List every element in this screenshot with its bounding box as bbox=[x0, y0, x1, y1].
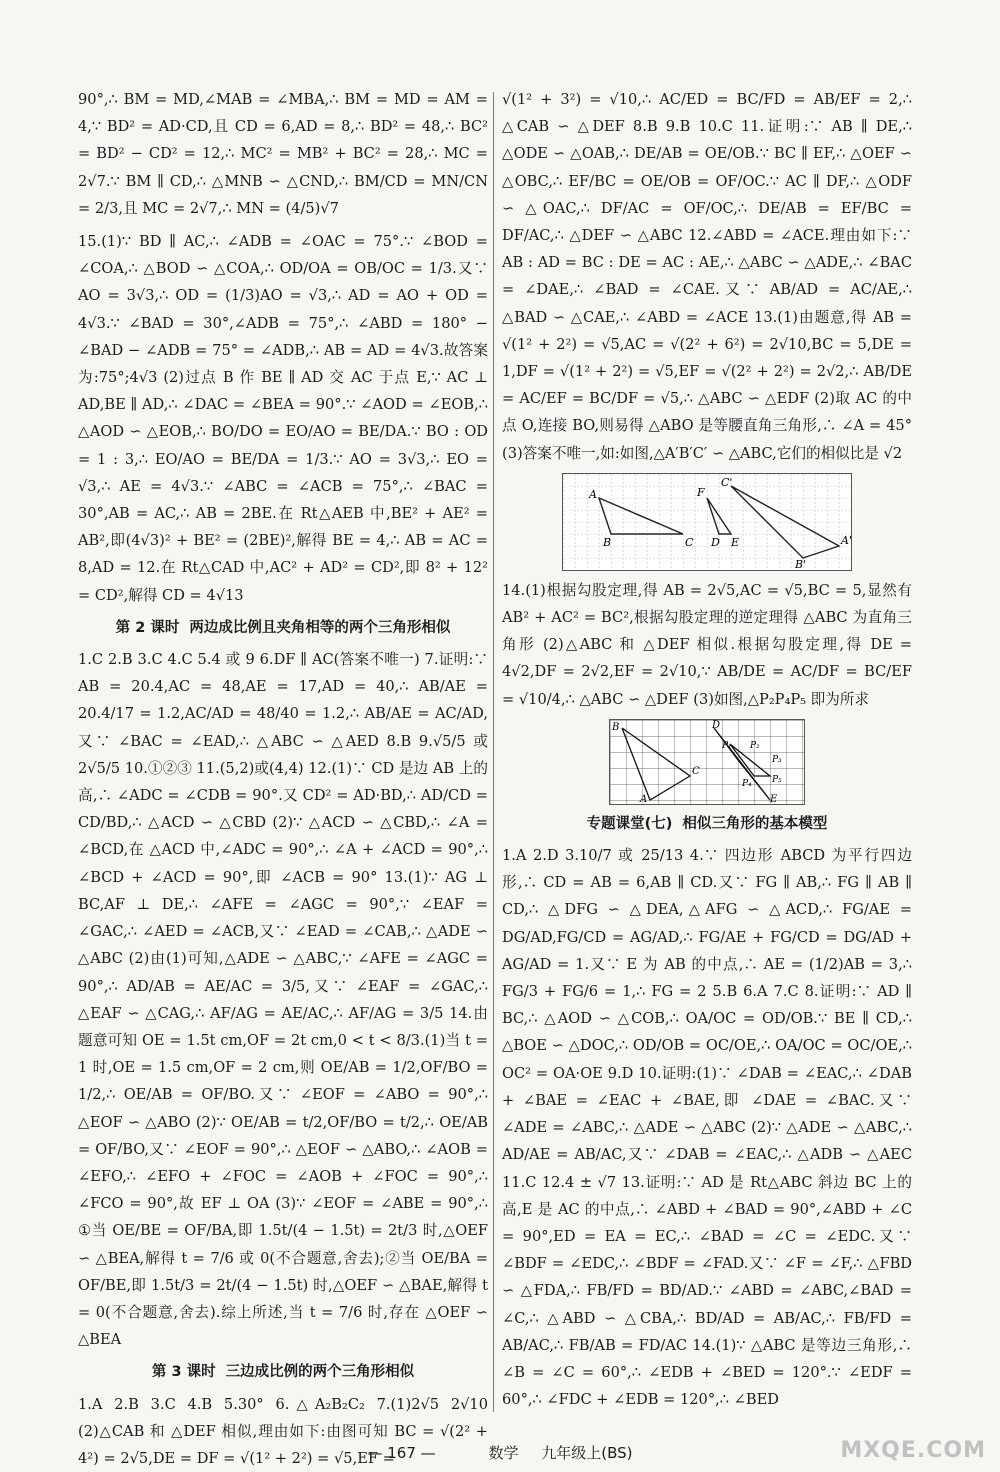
watermark-logo: MXQE.COM bbox=[840, 1438, 986, 1463]
label-b-prime: B' bbox=[795, 557, 807, 571]
section-number: 第 2 课时 bbox=[115, 619, 180, 636]
grade-label: 九年级上(BS) bbox=[541, 1444, 633, 1462]
page-number: — 167 — bbox=[367, 1444, 436, 1462]
label-p1: P₁ bbox=[722, 740, 732, 751]
label-p5: P₅ bbox=[772, 774, 782, 785]
column-divider bbox=[493, 92, 494, 1412]
subject-label: 数学 bbox=[488, 1444, 519, 1462]
grid-figure-points bbox=[609, 719, 805, 805]
section-title: 相似三角形的基本模型 bbox=[682, 815, 828, 832]
label-a-prime: A' bbox=[841, 533, 852, 547]
label-c: C bbox=[692, 765, 700, 777]
section-title: 两边成比例且夹角相等的两个三角形相似 bbox=[189, 619, 451, 636]
grid-figure-triangles bbox=[562, 473, 852, 571]
answer-paragraph: 1.C 2.B 3.C 4.C 5.4 或 9 6.DF ∥ AC(答案不唯一) 7.证明:∵ AB = 20.4,AC = 48,AE = 17,AD = 40,∴ AB/AE = 20.4/17 = 1.2,AC/AD = 48/40 = 1.2,∴ AB/AE = AC/AD,又∵ ∠BAC = ∠EAD,∴ △ABC ∽ △AED 8.B 9.√5/5 或 2√5/5 10.①②③ 11.(5,2)或(4,4) 12.(1)∵ CD 是边 AB 上的高,∴ ∠ADC = ∠CDB = 90°.又 CD² = AD·BD,∴ AD/CD = CD/BD,∴ △ACD ∽ △CBD (2)∵ △ACD ∽ △CBD,∴ ∠A = ∠BCD,在 △ACD 中,∠ADC = 90°,∴ ∠A + ∠ACD = 90°,∴ ∠BCD + ∠ACD = 90°,即 ∠ACB = 90° 13.(1)∵ AG ⊥ BC,AF ⊥ DE,∴ ∠AFE = ∠AGC = 90°,∵ ∠EAF = ∠GAC,∴ ∠AED = ∠ACB,又∵ ∠EAD = ∠CAB,∴ △ADE ∽ △ABC (2)由(1)可知,△ADE ∽ △ABC,∵ ∠AFE = ∠AGC = 90°,∴ AD/AB = AE/AC = 3/5,又∵ ∠EAF = ∠GAC,∴ △EAF ∽ △CAG,∴ AF/AG = AE/AC,∴ AF/AG = 3/5 14.由题意可知 OE = 1.5t cm,OF = 2t cm,0 < t < 8/3.(1)当 t = 1 时,OE = 1.5 cm,OF = 2 cm,则 OE/AB = 1/2,OF/BO = 1/2,∴ OE/AB = OF/BO.又∵ ∠EOF = ∠ABO = 90°,∴ △EOF ∽ △ABO (2)∵ OE/AB = t/2,OF/BO = t/2,∴ OE/AB = OF/BO,又∵ ∠EOF = 90°,∴ △EOF ∽ △ABO,∴ ∠AOB = ∠EFO,∴ ∠EFO + ∠FOC = ∠AOB + ∠FOC = 90°,∴ ∠FCO = 90°,故 EF ⊥ OA (3)∵ ∠EOF = ∠ABE = 90°,∴ ①当 OE/BE = OF/BA,即 1.5t/(4 − 1.5t) = 2t/3 时,△OEF ∽ △BEA,解得 t = 7/6 或 0(不合题意,舍去);②当 OE/BA = OF/BE,即 1.5t/3 = 2t/(4 − 1.5t) 时,△OEF ∽ △BAE,解得 t = 0(不合题意,舍去).综上所述,当 t = 7/6 时,存在 △OEF ∽ △BEA bbox=[78, 651, 488, 1349]
answer-paragraph: 1.A 2.D 3.10/7 或 25/13 4.∵ 四边形 ABCD 为平行四边形,∴ CD = AB = 6,AB ∥ CD.又∵ FG ∥ AB,∴ FG ∥ AB ∥ CD,∴ △DFG ∽ △DEA,△AFG ∽ △ACD,∴ FG/AE = DG/AD,FG/CD = AG/AD,∴ FG/AE + FG/CD = DG/AD + AG/AD = 1.又∵ E 为 AB 的中点,∴ AE = (1/2)AB = 3,∴ FG/3 + FG/6 = 1,∴ FG = 2 5.B 6.A 7.C 8.证明:∵ AD ∥ BC,∴ △AOD ∽ △COB,∴ OA/OC = OD/OB.∵ BE ∥ CD,∴ △BOE ∽ △DOC,∴ OD/OB = OC/OE,∴ OA/OC = OC/OE,∴ OC² = OA·OE 9.D 10.证明:(1)∵ ∠DAB = ∠EAC,∴ ∠DAB + ∠BAE = ∠EAC + ∠BAE,即 ∠DAE = ∠BAC.又∵ ∠ADE = ∠ABC,∴ △ADE ∽ △ABC (2)∵ △ADE ∽ △ABC,∴ AD/AE = AB/AC,又∵ ∠DAB = ∠EAC,∴ △ADB ∽ △AEC 11.C 12.4 ± √7 13.证明:∵ AD 是 Rt△ABC 斜边 BC 上的高,E 是 AC 的中点,∴ ∠ABD + ∠BAD = 90°,∠ABD + ∠C = 90°,ED = EA = EC,∴ ∠BAD = ∠C = ∠EDC.又∵ ∠BDF = ∠EDC,∴ ∠BDF = ∠FAD.又∵ ∠F = ∠F,∴ △FBD ∽ △FDA,∴ FB/FD = BD/AD.∵ ∠ABD = ∠ABC,∠BAD = ∠C,∴ △ABD ∽ △CBA,∴ BD/AD = AB/AC,∴ FB/FD = AB/AC,∴ FB/AB = FD/AC 14.(1)∵ △ABC 是等边三角形,∴ ∠B = ∠C = 60°,∴ ∠EDB + ∠BED = 120°.∵ ∠EDF = 60°,∴ ∠FDC + ∠EDB = 120°,∴ ∠BED bbox=[502, 847, 912, 1409]
section-title: 三边成比例的两个三角形相似 bbox=[225, 1364, 415, 1381]
label-d: D bbox=[712, 719, 721, 731]
section-number: 专题课堂(七) bbox=[586, 815, 673, 832]
label-b: B bbox=[612, 721, 620, 733]
right-column bbox=[502, 86, 912, 1442]
label-e: E bbox=[770, 793, 778, 805]
answer-paragraph: 1.A 2.B 3.C 4.B 5.30° 6.△A₂B₂C₂ 7.(1)2√5 2√10 (2)△CAB 和 △DEF 相似,理由如下:由图可知 BC = √(2² + 4²) = 2√5,DE = DF = √(1² + 2²) = √5,EF = bbox=[78, 1395, 488, 1467]
label-d: D bbox=[711, 535, 720, 549]
label-p3: P₃ bbox=[772, 754, 782, 765]
answer-paragraph: √(1² + 3²) = √10,∴ AC/ED = BC/FD = AB/EF = 2,∴ △CAB ∽ △DEF 8.B 9.B 10.C 11.证明:∵ AB ∥ DE,∴ △ODE ∽ △OAB,∴ DE/AB = OE/OB.∵ BC ∥ EF,∴ △OEF ∽ △OBC,∴ EF/BC = OE/OB = OF/OC.∵ AC ∥ DF,∴ △ODF ∽ △OAC,∴ DF/AC = OF/OC,∴ DE/AB = EF/BC = DF/AC,∴ △DEF ∽ △ABC 12.∠ABD = ∠ACE.理由如下:∵ AB : AD = BC : DE = AC : AE,∴ △ABC ∽ △ADE,∴ ∠BAC = ∠DAE,∴ ∠BAD = ∠CAE.又∵ AB/AD = AC/AE,∴ △BAD ∽ △CAE,∴ ∠ABD = ∠ACE 13.(1)由题意,得 AB = √(1² + 2²) = √5,AC = √(2² + 6²) = 2√10,BC = 5,DE = 1,DF = √(1² + 2²) = √5,EF = √(2² + 2²) = 2√2,∴ AB/DE = AC/EF = BC/DF = √5,∴ △ABC ∽ △EDF (2)取 AC 的中点 O,连接 BO,则易得 △ABO 是等腰直角三角形,∴ ∠A = 45° (3)答案不唯一,如:如图,△A′B′C′ ∽ △ABC,它们的相似比是 √2 bbox=[502, 91, 912, 462]
section-heading bbox=[502, 811, 912, 838]
section-heading bbox=[78, 1359, 488, 1386]
section-number: 第 3 课时 bbox=[151, 1364, 216, 1381]
label-p2: P₂ bbox=[750, 740, 760, 751]
label-c: C bbox=[685, 535, 694, 549]
label-p4: P₄ bbox=[742, 778, 752, 789]
answer-paragraph: 90°,∴ BM = MD,∠MAB = ∠MBA,∴ BM = MD = AM = 4,∵ BD² = AD·CD,且 CD = 6,AD = 8,∴ BD² = 48,∴ BC² = BD² − CD² = 12,∴ MC² = MB² + BC² = 28,∴ MC = 2√7.∵ BM ∥ CD,∴ △MNB ∽ △CND,∴ BM/CD = MN/CN = 2/3,且 MC = 2√7,∴ MN = (4/5)√7 bbox=[78, 91, 488, 217]
label-a: A bbox=[589, 487, 597, 501]
label-f: F bbox=[697, 485, 705, 499]
label-b: B bbox=[603, 535, 612, 549]
label-c-prime: C' bbox=[721, 475, 733, 489]
label-e: E bbox=[731, 535, 740, 549]
answer-paragraph: 15.(1)∵ BD ∥ AC,∴ ∠ADB = ∠OAC = 75°.∵ ∠BOD = ∠COA,∴ △BOD ∽ △COA,∴ OD/OA = OB/OC = 1/3.又∵ AO = 3√3,∴ OD = (1/3)AO = √3,∴ AD = AO + OD = 4√3.∵ ∠BAD = 30°,∠ADB = 75°,∴ ∠ABD = 180° − ∠BAD − ∠ADB = 75° = ∠ADB,∴ AB = AD = 4√3.故答案为:75°;4√3 (2)过点 B 作 BE ∥ AD 交 AC 于点 E,∵ AC ⊥ AD,BE ∥ AD,∴ ∠DAC = ∠BEA = 90°.∵ ∠AOD = ∠EOB,∴ △AOD ∽ △EOB,∴ BO/DO = EO/AO = BE/DA.∵ BO : OD = 1 : 3,∴ EO/AO = BE/DA = 1/3.∵ AO = 3√3,∴ EO = √3,∴ AE = 4√3.∵ ∠ABC = ∠ACB = 75°,∴ ∠BAC = 30°,AB = AC,∴ AB = 2BE.在 Rt△AEB 中,BE² + AE² = AB²,即(4√3)² + BE² = (2BE)²,解得 BE = 4,∴ AB = AC = 8,AD = 12.在 Rt△CAD 中,AC² + AD² = CD²,即 8² + 12² = CD²,解得 CD = 4√13 bbox=[78, 233, 488, 604]
answer-paragraph: 14.(1)根据勾股定理,得 AB = 2√5,AC = √5,BC = 5,显然有 AB² + AC² = BC²,根据勾股定理的逆定理得 △ABC 为直角三角形 (2)△ABC 和 △DEF 相似.根据勾股定理,得 DE = 4√2,DF = 2√2,EF = 2√10,∵ AB/DE = AC/DF = BC/EF = √10/4,∴ △ABC ∽ △DEF (3)如图,△P₂P₄P₅ 即为所求 bbox=[502, 581, 912, 708]
label-a: A bbox=[640, 793, 648, 805]
section-heading bbox=[78, 615, 488, 642]
